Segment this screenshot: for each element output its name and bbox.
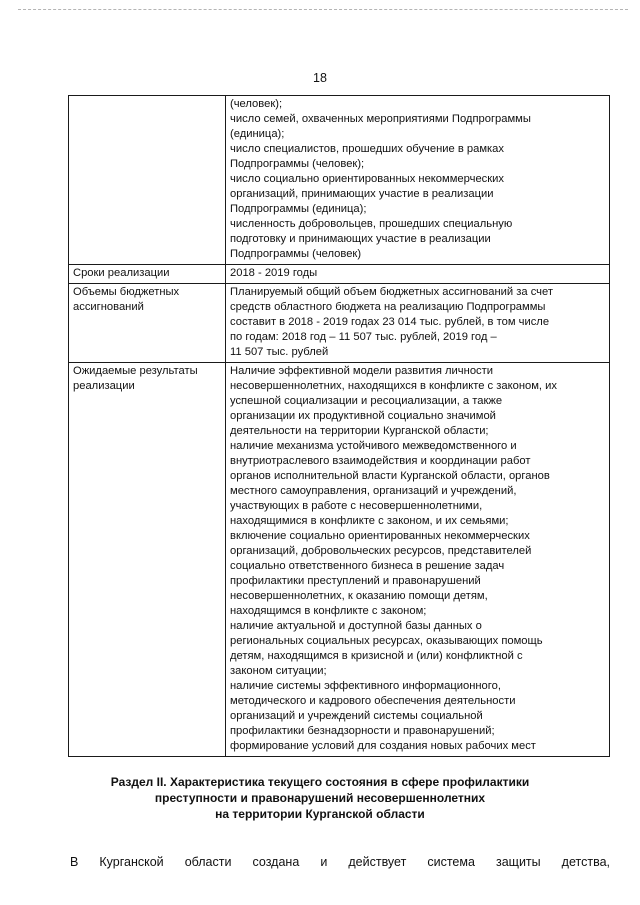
text-line: наличие актуальной и доступной базы данных о xyxy=(230,620,482,632)
text-line: организаций, добровольческих ресурсов, представителей xyxy=(230,545,532,557)
text-line: организаций, принимающих участие в реализации xyxy=(230,188,494,200)
text-line: наличие механизма устойчивого межведомственного и xyxy=(230,440,517,452)
text-line: Подпрограммы (человек); xyxy=(230,158,365,170)
text-line: законом ситуации; xyxy=(230,665,327,677)
text-line: численность добровольцев, прошедших специальную xyxy=(230,218,513,230)
indicators-continued-cell xyxy=(226,96,610,265)
body-paragraph-first-line: В Курганской области создана и действует система защиты детства, xyxy=(70,855,610,869)
label-line: Ожидаемые результаты xyxy=(73,365,198,377)
row-label-terms: Сроки реализации xyxy=(69,265,226,284)
text-line: 2018 - 2019 годы xyxy=(230,267,318,279)
text-line: Планируемый общий объем бюджетных ассигнований за счет xyxy=(230,286,553,298)
text-line: средств областного бюджета на реализацию Подпрограммы xyxy=(230,301,546,313)
text-line: 11 507 тыс. рублей xyxy=(230,346,329,358)
budget-cell xyxy=(226,284,610,363)
row-label-budget xyxy=(69,284,226,363)
text-line: детям, находящимся в кризисной и (или) конфликтной с xyxy=(230,650,523,662)
text-line: организаций и учреждений системы социальной xyxy=(230,710,483,722)
scan-top-border xyxy=(18,9,628,10)
text-line: профилактики преступлений и правонарушений xyxy=(230,575,481,587)
label-line: ассигнований xyxy=(73,301,144,313)
text-line: число семей, охваченных мероприятиями Подпрограммы xyxy=(230,113,531,125)
text-line: число специалистов, прошедших обучение в рамках xyxy=(230,143,504,155)
heading-line: Раздел II. Характеристика текущего состояния в сфере профилактики xyxy=(110,775,530,789)
text-line: деятельности на территории Курганской области; xyxy=(230,425,489,437)
text-line: органов исполнительной власти Курганской области, органов xyxy=(230,470,550,482)
section-heading xyxy=(0,774,640,822)
text-line: находящимся в конфликте с законом; xyxy=(230,605,427,617)
text-line: профилактики безнадзорности и правонарушений; xyxy=(230,725,495,737)
text-line: составит в 2018 - 2019 годах 23 014 тыс. рублей, в том числе xyxy=(230,316,550,328)
text-line: наличие системы эффективного информационного, xyxy=(230,680,501,692)
label-line: реализации xyxy=(73,380,135,392)
table-row-terms xyxy=(69,265,610,284)
text-line: формирование условий для создания новых рабочих мест xyxy=(230,740,536,752)
text-line: участвующих в работе с несовершеннолетними, xyxy=(230,500,483,512)
row-label-empty xyxy=(69,96,226,265)
text-line: социально ответственного бизнеса в решение задач xyxy=(230,560,505,572)
table-row-indicators-continued xyxy=(69,96,610,265)
table-row-budget xyxy=(69,284,610,363)
text-line: организации их продуктивной социально значимой xyxy=(230,410,496,422)
text-line: число социально ориентированных некоммерческих xyxy=(230,173,504,185)
text-line: (единица); xyxy=(230,128,285,140)
text-line: несовершеннолетних, к оказанию помощи детям, xyxy=(230,590,488,602)
heading-line: на территории Курганской области xyxy=(215,807,425,821)
row-label-results xyxy=(69,363,226,757)
text-line: региональных социальных ресурсах, оказывающих помощь xyxy=(230,635,543,647)
table-row-results xyxy=(69,363,610,757)
text-line: несовершеннолетних, находящихся в конфликте с законом, их xyxy=(230,380,557,392)
heading-line: преступности и правонарушений несовершеннолетних xyxy=(154,791,486,805)
text-line: успешной социализации и ресоциализации, а также xyxy=(230,395,503,407)
results-cell xyxy=(226,363,610,757)
text-line: внутриотраслевого взаимодействия и координации работ xyxy=(230,455,531,467)
text-line: методического и кадрового обеспечения деятельности xyxy=(230,695,516,707)
text-line: находящимися в конфликте с законом, и их семьями; xyxy=(230,515,509,527)
page-number: 18 xyxy=(313,71,327,85)
text-line: по годам: 2018 год – 11 507 тыс. рублей, 2019 год – xyxy=(230,331,497,343)
text-line: Наличие эффективной модели развития личности xyxy=(230,365,494,377)
label-line: Объемы бюджетных xyxy=(73,286,180,298)
text-line: (человек); xyxy=(230,98,283,110)
text-line: включение социально ориентированных некоммерческих xyxy=(230,530,530,542)
text-line: подготовку и принимающих участие в реализации xyxy=(230,233,491,245)
text-line: местного самоуправления, организаций и учреждений, xyxy=(230,485,517,497)
program-passport-table xyxy=(68,95,610,757)
terms-cell xyxy=(226,265,610,284)
text-line: Подпрограммы (единица); xyxy=(230,203,367,215)
text-line: Подпрограммы (человек) xyxy=(230,248,362,260)
